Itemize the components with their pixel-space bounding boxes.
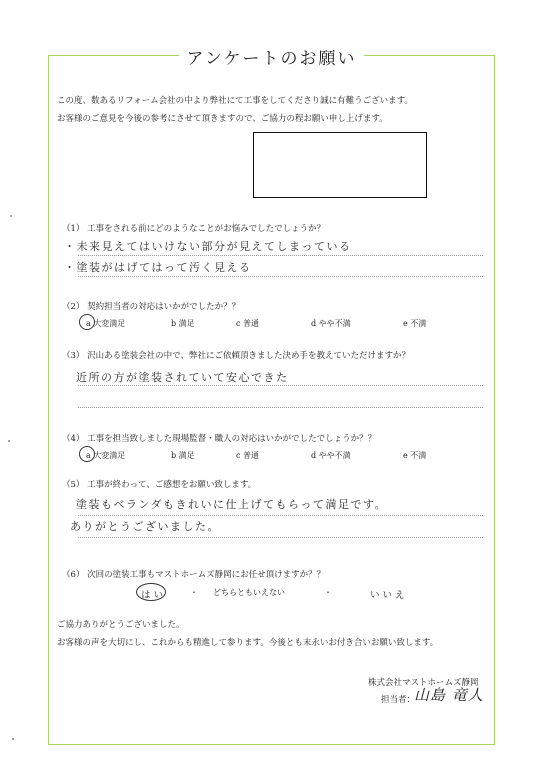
- q4-option-b: b 満足: [171, 451, 195, 460]
- question-4: （4） 工事を担当致しました現場監督・職人の対応はいかがでしたでしょうか？？: [62, 434, 377, 444]
- redacted-box: [253, 132, 427, 198]
- answer-5-line-2: ありがとうございました。: [70, 520, 220, 533]
- answer-line: [78, 407, 483, 408]
- q6-separator-1: ・: [190, 588, 198, 597]
- q6-option-yes: は い: [141, 590, 164, 601]
- answer-line: [78, 276, 483, 277]
- answer-3-line-1: 近所の方が塗装されていて安心できた: [76, 371, 289, 384]
- question-6: （6） 次回の塗装工事もマストホームズ静岡にお任せ頂けますか？？: [62, 570, 326, 580]
- company-name: 株式会社マストホームズ静岡: [368, 678, 479, 688]
- scan-speck: [10, 215, 12, 217]
- answer-line: [78, 385, 483, 386]
- answer-1-line-1: ・未来見えてはいけない部分が見えてしまっている: [64, 240, 352, 253]
- q4-option-c: c 普通: [236, 451, 260, 460]
- question-1: （1） 工事をされる前にどのようなことがお悩みでしたでしょうか？: [62, 224, 326, 234]
- answer-line: [78, 515, 483, 516]
- question-5: （5） 工事が終わって、ご感想をお願い致します。: [62, 480, 257, 490]
- q2-option-c: c 普通: [236, 319, 260, 328]
- answer-1-line-2: ・塗装がはげてはって汚く見える: [64, 261, 252, 274]
- q6-separator-2: ・: [324, 588, 332, 597]
- closing-line: お客様の声を大切にし、これからも精進して参ります。今後とも末永いお付き合いお願い致します。: [57, 638, 439, 648]
- intro-line-1: この度、数あるリフォーム会社の中より弊社にて工事をしてくださり誠に有難うございます。: [57, 96, 413, 106]
- q4-option-a: a 大変満足: [86, 451, 126, 460]
- scan-speck: [8, 440, 10, 442]
- question-2: （2） 契約担当者の対応はいかがでしたか？？: [62, 302, 241, 312]
- q2-option-a: a 大変満足: [86, 319, 126, 328]
- answer-5-line-1: 塗装もベランダもきれいに仕上げてもらって満足です。: [76, 498, 388, 511]
- q6-option-neutral: どちらともいえない: [213, 588, 285, 597]
- q4-option-e: e 不満: [403, 451, 427, 460]
- page-title: アンケートのお願い: [0, 44, 543, 69]
- q2-option-d: d やや不満: [311, 319, 351, 328]
- intro-line-2: お客様のご意見を今後の参考にさせて頂きますので、ご協力の程お願い申し上げます。: [57, 114, 388, 124]
- representative-signature: 山島 竜人: [414, 686, 484, 704]
- answer-line: [78, 537, 483, 538]
- scan-speck: [12, 738, 14, 740]
- q2-option-e: e 不満: [403, 319, 427, 328]
- question-3: （3） 沢山ある塗装会社の中で、弊社にご依頼頂きました決め手を教えていただけますか？: [62, 351, 410, 361]
- q6-option-no: い い え: [370, 590, 405, 601]
- answer-line: [78, 255, 483, 256]
- intro-text: [57, 92, 413, 128]
- thanks-line: ご協力ありがとうございました。: [57, 620, 185, 630]
- q4-option-d: d やや不満: [311, 451, 351, 460]
- representative-label: 担当者：: [381, 695, 416, 705]
- q2-option-b: b 満足: [171, 319, 195, 328]
